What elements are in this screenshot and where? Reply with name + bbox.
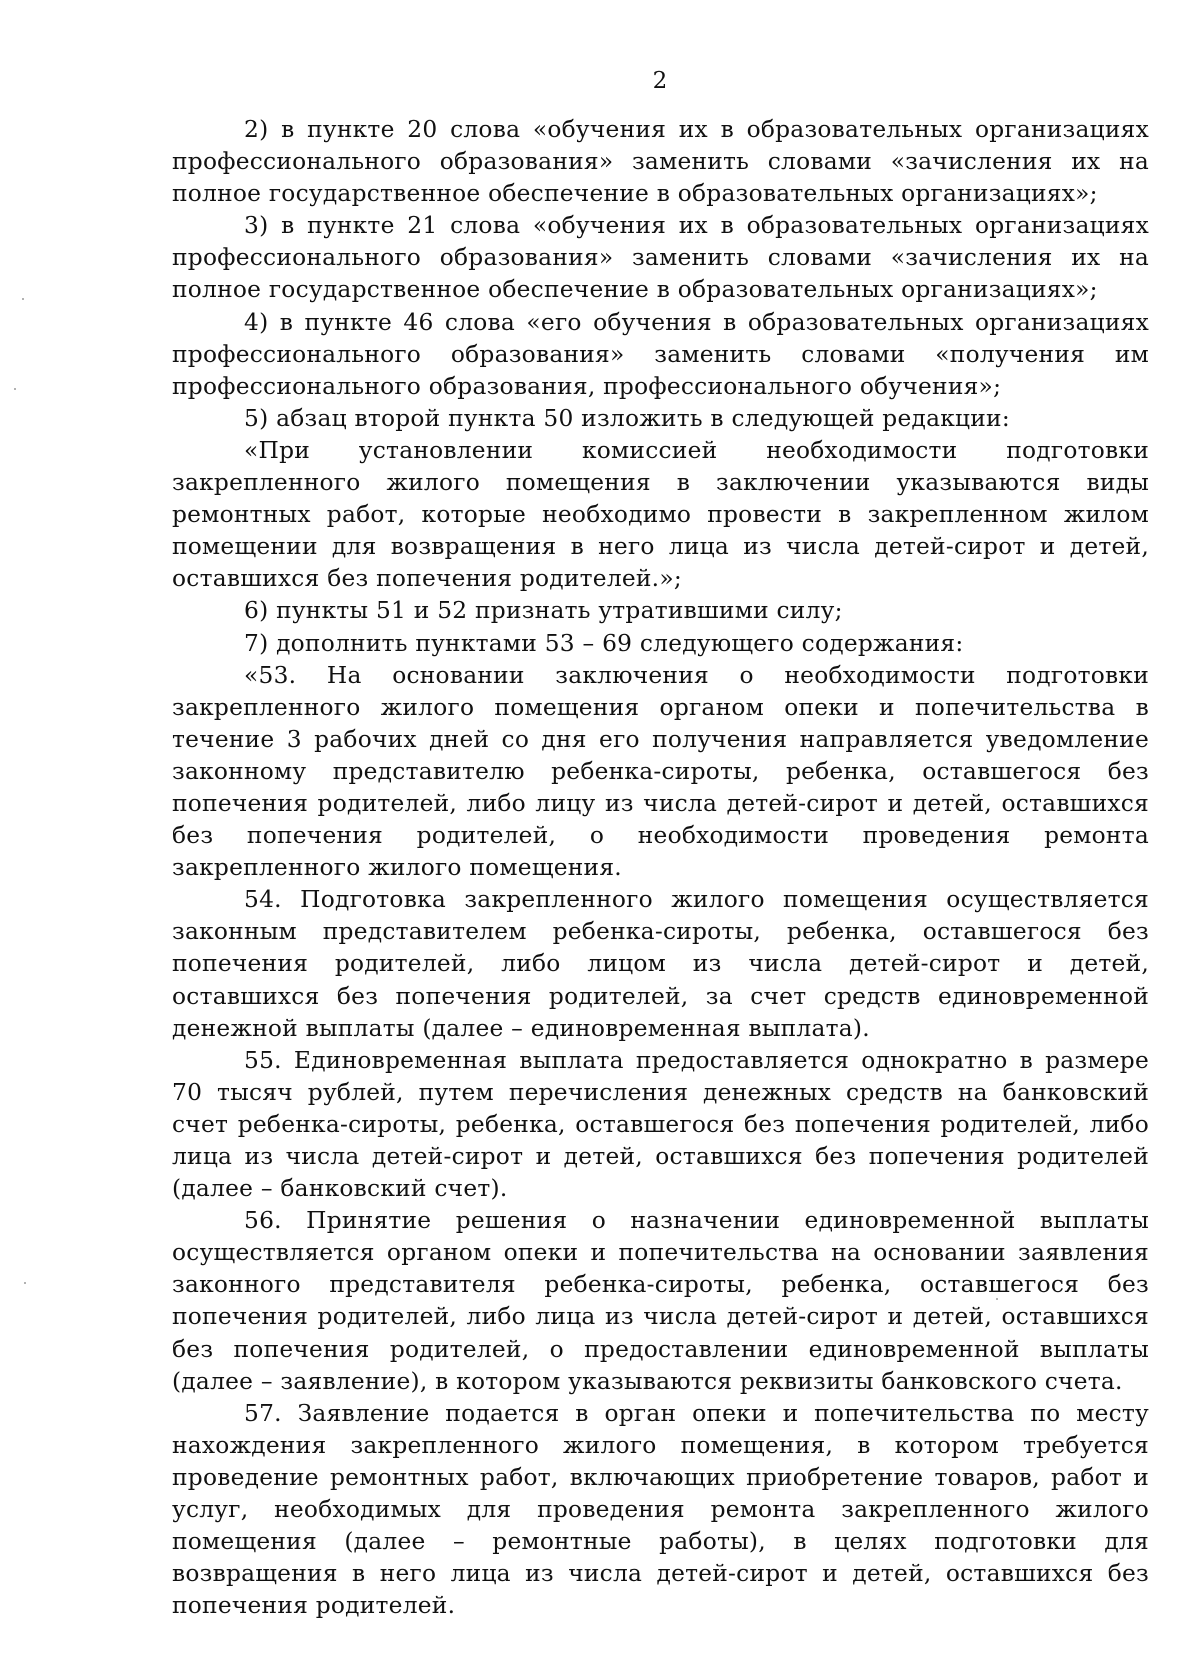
scan-speck xyxy=(22,298,24,300)
document-body xyxy=(172,114,1149,1622)
paragraph-point-53: «53. На основании заключения о необходимости подготовки закрепленного жилого помещения органом опеки и попечительства в течение 3 рабочих дней со дня его получения направляется уведомление законному представителю ребенка-сироты, ребенка, оставшегося без попечения родителей, либо лицу из числа детей-сирот и детей, оставшихся без попечения родителей, о необходимости проведения ремонта закрепленного жилого помещения. xyxy=(172,661,1149,882)
paragraph-point-56: 56. Принятие решения о назначении единовременной выплаты осуществляется органом опеки и попечительства на основании заявления законного представителя ребенка-сироты, ребенка, оставшегося без попечения родителей, либо лица из числа детей-сирот и детей, оставшихся без попечения родителей, о предоставлении единовременной выплаты (далее – заявление), в котором указываются реквизиты банковского счета. xyxy=(172,1207,1149,1395)
paragraph-item-5: 5) абзац второй пункта 50 изложить в следующей редакции: xyxy=(244,404,1010,432)
paragraph-item-6: 6) пункты 51 и 52 признать утратившими силу; xyxy=(244,597,843,625)
paragraph-item-3: 3) в пункте 21 слова «обучения их в образовательных организациях профессионального образования» заменить словами «зачисления их на полное государственное обеспечение в образовательных организациях»; xyxy=(172,212,1149,304)
paragraph-item-2: 2) в пункте 20 слова «обучения их в образовательных организациях профессионального образования» заменить словами «зачисления их на полное государственное обеспечение в образовательных организациях»; xyxy=(172,116,1149,208)
scan-speck xyxy=(996,1298,998,1300)
paragraph-item-4: 4) в пункте 46 слова «его обучения в образовательных организациях профессионального образования» заменить словами «получения им профессионального образования, профессионального обучения»; xyxy=(172,308,1149,400)
paragraph-point-57: 57. Заявление подается в орган опеки и попечительства по месту нахождения закрепленного жилого помещения, в котором требуется проведение ремонтных работ, включающих приобретение товаров, работ и услуг, необходимых для проведения ремонта закрепленного жилого помещения (далее – ремонтные работы), в целях подготовки для возвращения в него лица из числа детей-сирот и детей, оставшихся без попечения родителей. xyxy=(172,1399,1149,1620)
paragraph-quote-50: «При установлении комиссией необходимости подготовки закрепленного жилого помещения в заключении указываются виды ремонтных работ, которые необходимо провести в закрепленном жилом помещении для возвращения в него лица из числа детей-сирот и детей, оставшихся без попечения родителей.»; xyxy=(172,436,1149,593)
scan-speck xyxy=(14,388,16,390)
page-number: 2 xyxy=(652,68,668,94)
paragraph-point-55: 55. Единовременная выплата предоставляется однократно в размере 70 тысяч рублей, путем перечисления денежных средств на банковский счет ребенка-сироты, ребенка, оставшегося без попечения родителей, либо лица из числа детей-сирот и детей, оставшихся без попечения родителей (далее – банковский счет). xyxy=(172,1046,1149,1203)
paragraph-point-54: 54. Подготовка закрепленного жилого помещения осуществляется законным представителем ребенка-сироты, ребенка, оставшегося без попечения родителей, либо лицом из числа детей-сирот и детей, оставшихся без попечения родителей, за счет средств единовременной денежной выплаты (далее – единовременная выплата). xyxy=(172,886,1149,1042)
paragraph-item-7: 7) дополнить пунктами 53 – 69 следующего содержания: xyxy=(244,629,964,657)
scan-speck xyxy=(24,1282,26,1284)
